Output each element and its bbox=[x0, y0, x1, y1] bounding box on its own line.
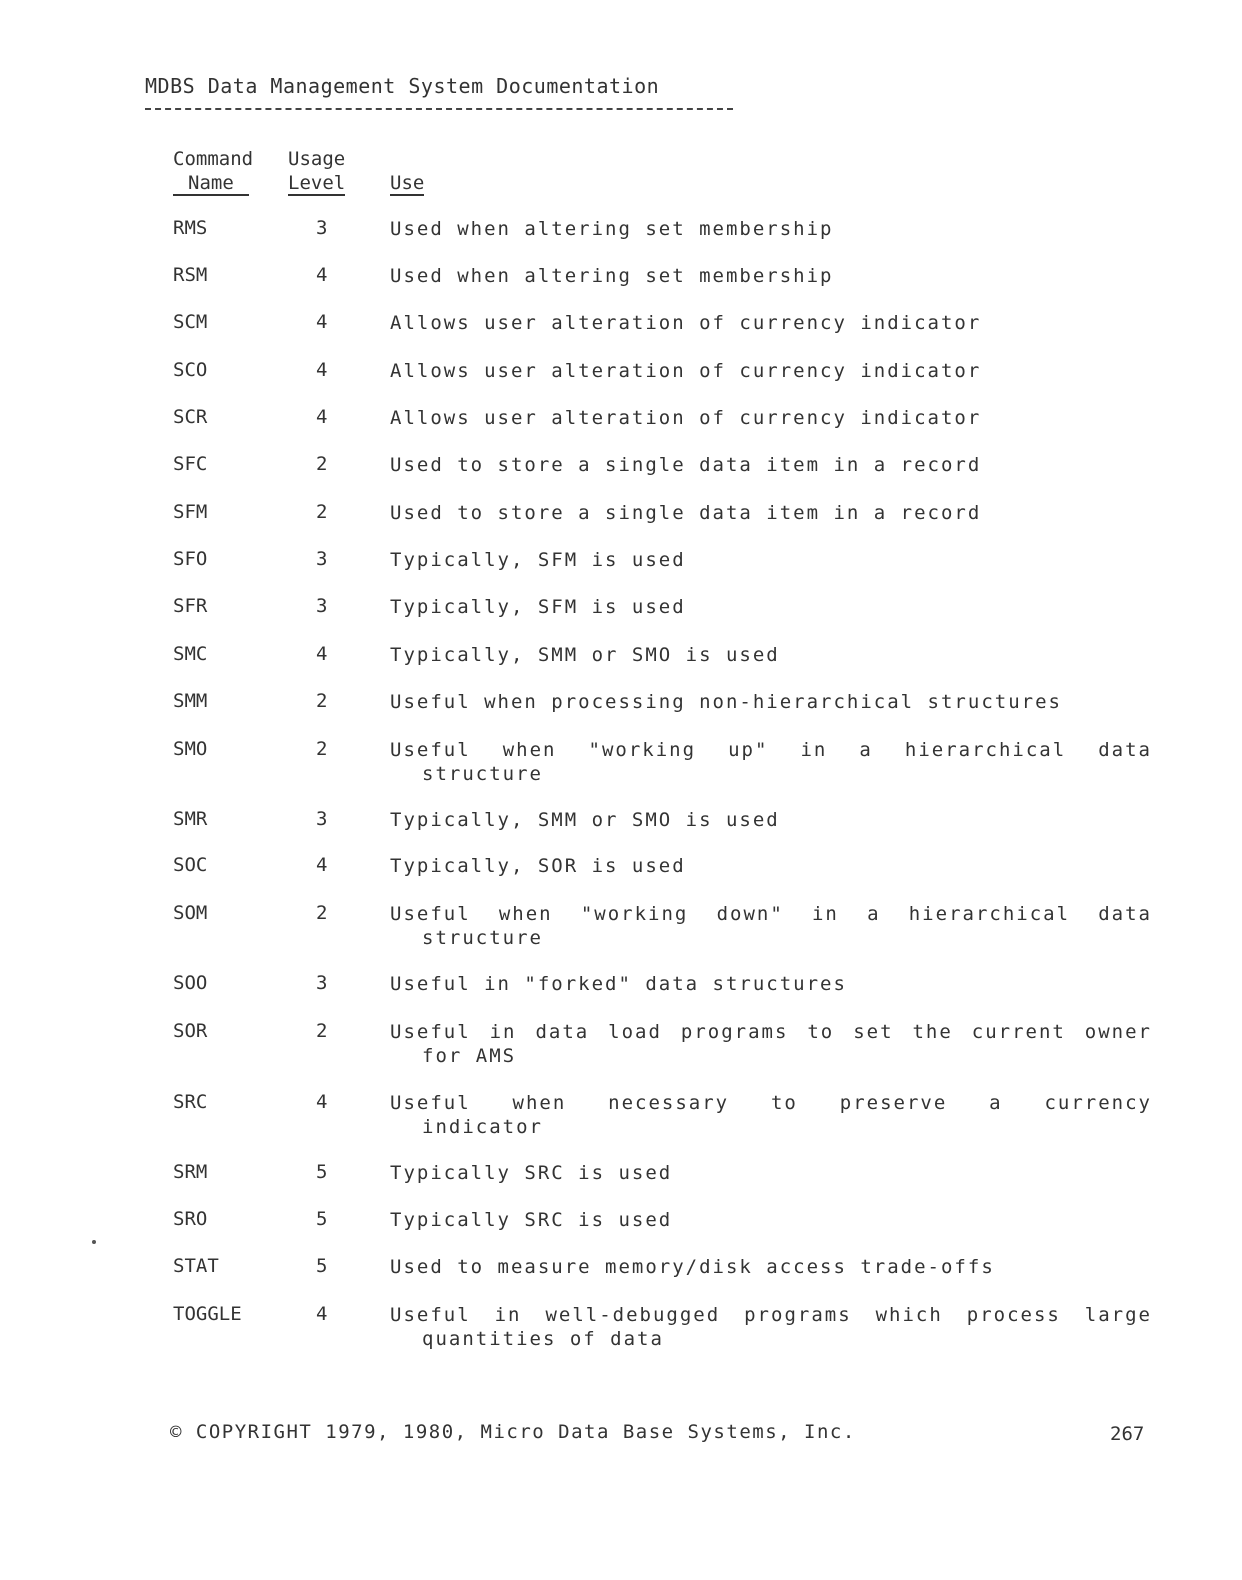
command-name: SOO bbox=[173, 972, 208, 994]
usage-level: 2 bbox=[316, 902, 328, 924]
usage-level: 5 bbox=[316, 1161, 328, 1183]
use-description-continuation: structure bbox=[422, 763, 543, 785]
use-description-text: Used to store a single data item in a record bbox=[390, 454, 982, 476]
footer-copyright: © COPYRIGHT 1979, 1980, Micro Data Base Systems, Inc. bbox=[170, 1421, 856, 1443]
use-description bbox=[390, 902, 1152, 950]
use-description bbox=[390, 808, 1152, 832]
usage-level: 4 bbox=[316, 643, 328, 665]
usage-level: 4 bbox=[316, 311, 328, 333]
command-name: SFC bbox=[173, 453, 208, 475]
usage-level: 2 bbox=[316, 1020, 328, 1042]
use-description-text: Allows user alteration of currency indicator bbox=[390, 312, 982, 334]
column-header-usage bbox=[288, 147, 345, 196]
command-name: SRM bbox=[173, 1161, 208, 1183]
column-header-usage-line1: Usage bbox=[288, 148, 346, 170]
use-description-text: Typically SRC is used bbox=[390, 1162, 673, 1184]
use-description bbox=[390, 501, 1152, 525]
use-description-text: Useful when necessary to preserve a currency bbox=[390, 1092, 1152, 1114]
use-description bbox=[390, 1303, 1152, 1351]
usage-level: 3 bbox=[316, 595, 328, 617]
command-name: SOR bbox=[173, 1020, 208, 1042]
command-name: STAT bbox=[173, 1255, 219, 1277]
command-name: SOM bbox=[173, 902, 208, 924]
command-name: SRO bbox=[173, 1208, 208, 1230]
column-header-use-label: Use bbox=[390, 172, 425, 194]
scan-speck bbox=[92, 1240, 96, 1244]
use-description bbox=[390, 690, 1152, 714]
use-description bbox=[390, 1255, 1152, 1279]
column-header-command-line1: Command bbox=[173, 148, 254, 170]
usage-level: 3 bbox=[316, 808, 328, 830]
command-name: TOGGLE bbox=[173, 1303, 242, 1325]
usage-level: 4 bbox=[316, 1303, 328, 1325]
use-description bbox=[390, 1091, 1152, 1139]
usage-level: 2 bbox=[316, 738, 328, 760]
usage-level: 5 bbox=[316, 1255, 328, 1277]
use-description bbox=[390, 738, 1152, 786]
usage-level: 2 bbox=[316, 501, 328, 523]
use-description bbox=[390, 264, 1152, 288]
usage-level: 4 bbox=[316, 854, 328, 876]
use-description-text: Used when altering set membership bbox=[390, 265, 834, 287]
use-description-text: Useful in well-debugged programs which process large bbox=[390, 1304, 1152, 1326]
use-description bbox=[390, 1161, 1152, 1185]
usage-level: 4 bbox=[316, 359, 328, 381]
use-description bbox=[390, 972, 1152, 996]
footer-page-number: 267 bbox=[1110, 1423, 1145, 1445]
usage-level: 3 bbox=[316, 548, 328, 570]
use-description-text: Typically, SOR is used bbox=[390, 855, 686, 877]
command-name: SFM bbox=[173, 501, 208, 523]
command-name: SMR bbox=[173, 808, 208, 830]
command-name: RMS bbox=[173, 217, 208, 239]
usage-level: 2 bbox=[316, 453, 328, 475]
column-header-usage-line2: Level bbox=[288, 172, 346, 194]
use-description-text: Typically SRC is used bbox=[390, 1209, 673, 1231]
usage-level: 5 bbox=[316, 1208, 328, 1230]
column-header-command bbox=[173, 147, 253, 196]
use-description-text: Useful when "working down" in a hierarchical data bbox=[390, 903, 1152, 925]
use-description-text: Used to store a single data item in a record bbox=[390, 502, 982, 524]
use-description bbox=[390, 453, 1152, 477]
column-header-command-line2: Name bbox=[173, 172, 249, 196]
command-name: SCR bbox=[173, 406, 208, 428]
usage-level: 4 bbox=[316, 264, 328, 286]
command-name: SMM bbox=[173, 690, 208, 712]
use-description-text: Typically, SMM or SMO is used bbox=[390, 809, 780, 831]
use-description bbox=[390, 311, 1152, 335]
command-name: SCM bbox=[173, 311, 208, 333]
usage-level: 4 bbox=[316, 1091, 328, 1113]
use-description bbox=[390, 359, 1152, 383]
use-description-text: Typically, SMM or SMO is used bbox=[390, 644, 780, 666]
use-description bbox=[390, 406, 1152, 430]
column-header-use bbox=[390, 171, 424, 196]
use-description-text: Useful when "working up" in a hierarchical data bbox=[390, 739, 1152, 761]
command-name: SMO bbox=[173, 738, 208, 760]
use-description bbox=[390, 854, 1152, 878]
use-description bbox=[390, 1020, 1152, 1068]
command-name: SFO bbox=[173, 548, 208, 570]
use-description bbox=[390, 548, 1152, 572]
use-description-continuation: structure bbox=[422, 927, 543, 949]
use-description-text: Typically, SFM is used bbox=[390, 596, 686, 618]
use-description-text: Useful in data load programs to set the current owner bbox=[390, 1021, 1152, 1043]
use-description-continuation: quantities of data bbox=[422, 1328, 664, 1350]
use-description-text: Typically, SFM is used bbox=[390, 549, 686, 571]
command-name: SOC bbox=[173, 854, 208, 876]
use-description-continuation: indicator bbox=[422, 1116, 543, 1138]
header-divider bbox=[145, 108, 733, 110]
usage-level: 3 bbox=[316, 972, 328, 994]
command-name: RSM bbox=[173, 264, 208, 286]
use-description bbox=[390, 1208, 1152, 1232]
use-description-continuation: for AMS bbox=[422, 1045, 517, 1067]
command-name: SCO bbox=[173, 359, 208, 381]
usage-level: 2 bbox=[316, 690, 328, 712]
use-description-text: Allows user alteration of currency indicator bbox=[390, 407, 982, 429]
use-description bbox=[390, 217, 1152, 241]
usage-level: 4 bbox=[316, 406, 328, 428]
use-description bbox=[390, 595, 1152, 619]
command-name: SFR bbox=[173, 595, 208, 617]
use-description-text: Used when altering set membership bbox=[390, 218, 834, 240]
page-header-title: MDBS Data Management System Documentation bbox=[145, 74, 660, 98]
use-description-text: Used to measure memory/disk access trade-offs bbox=[390, 1256, 995, 1278]
usage-level: 3 bbox=[316, 217, 328, 239]
use-description-text: Useful when processing non-hierarchical structures bbox=[390, 691, 1062, 713]
command-name: SRC bbox=[173, 1091, 208, 1113]
use-description-text: Useful in "forked" data structures bbox=[390, 973, 847, 995]
use-description bbox=[390, 643, 1152, 667]
use-description-text: Allows user alteration of currency indicator bbox=[390, 360, 982, 382]
command-name: SMC bbox=[173, 643, 208, 665]
